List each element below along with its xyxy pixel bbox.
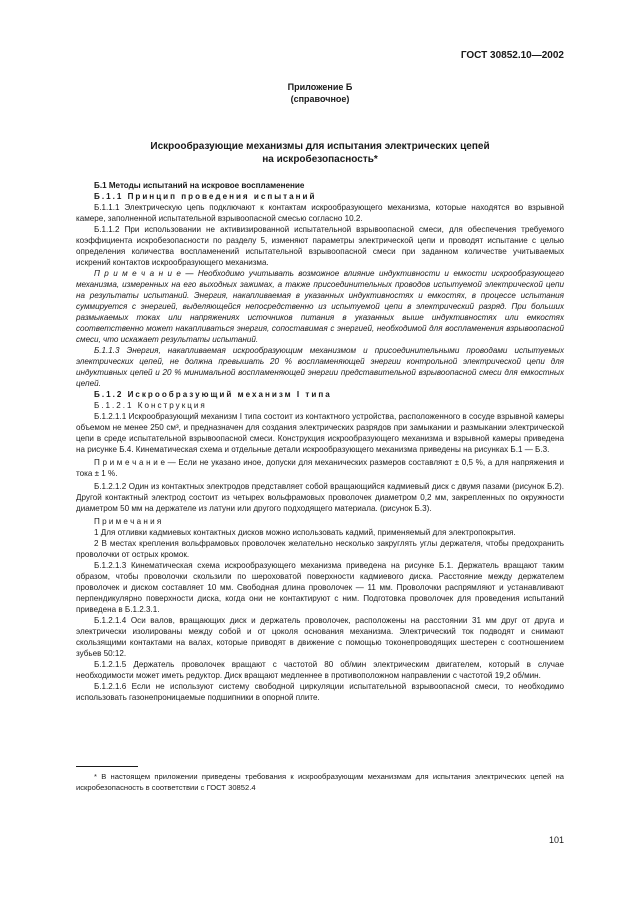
paragraph: Б.1.2.1.2 Один из контактных электродов представляет собой вращающийся кадмиевый диск с двумя пазами (рисунок Б.2). Другой контактный электрод состоит из четырех вольфрамовых проволочек диаметром 0,2 мм, закрепленных по окружности диаметром 50 мм на держателе из латуни или другого подходящего материала. (рисунок Б.3). [76,482,564,513]
subsection-heading: Б.1.2.1 Конструкция [94,401,207,410]
paragraph: Б.1.2.1.4 Оси валов, вращающих диск и держатель проволочек, расположены на расстоянии 31 мм друг от друга и электрически изолированы между собой и от цоколя основания механизма. Электрический ток подводят и снимают скользящими контактами на валах, которые приводят в движение с помощью токонепроводящих шестерен с соотношением зубьев 50:12. [76,616,564,658]
note-item: 1 Для отливки кадмиевых контактных дисков можно использовать кадмий, применяемый для электропокрытия. [94,528,516,537]
paragraph: Б.1.1.3 Энергия, накапливаемая искрообразующим механизмом и присоединительными проводами испытуемых электрических цепей, не должна превышать 20 % воспламеняющей энергии контрольной электрической цепи для индуктивных цепей и 20 % минимальной воспламеняющей энергии представительной взрывоопасной смеси для емкостных цепей. [76,346,564,388]
document-title-line-2: на искробезопасность* [262,154,378,165]
page-number: 101 [548,835,564,845]
document-title [76,140,564,166]
subsection-heading: Б.1.1 Принцип проведения испытаний [94,192,317,201]
notes-heading: П р и м е ч а н и я [94,517,162,526]
document-body [76,180,564,703]
paragraph: Б.1.1.2 При использовании не активизированной испытательной взрывоопасной смеси, для обеспечения требуемого коэффициента искробезопасности по разделу 5, изменяют параметры электрической цепи и проводят испытание с целью определения количества воспламенений испытательной взрывоопасной смеси при заданном количестве учитываемых искрений контактов искрообразующего механизма. [76,225,564,267]
document-title-line-1: Искрообразующие механизмы для испытания электрических цепей [150,141,490,152]
note-item: 2 В местах крепления вольфрамовых проволочек желательно несколько закруглять углы держателя, чтобы предохранить проволочки от острых кромок. [76,539,564,559]
appendix-heading [76,81,564,105]
paragraph: Б.1.2.1.6 Если не используют систему свободной циркуляции испытательной взрывоопасной смеси, то необходимо использовать газонепроницаемые подшипники в опорной плите. [76,682,564,702]
paragraph: Б.1.2.1.5 Держатель проволочек вращают с частотой 80 об/мин электрическим двигателем, который в случае необходимости может иметь редуктор. Диск вращают медленнее в противоположном направлении с частотой 19,2 об/мин. [76,660,564,680]
appendix-title: Приложение Б [287,82,353,92]
standard-number: ГОСТ 30852.10—2002 [460,50,564,61]
appendix-subtitle: (справочное) [290,94,350,104]
section-heading: Б.1 Методы испытаний на искровое воспламенение [94,181,305,190]
footnote: * В настоящем приложении приведены требования к искрообразующим механизмам для испытания электрических цепей на искробезопасность в соответствии с ГОСТ 30852.4 [76,772,564,792]
note-paragraph: П р и м е ч а н и е — Если не указано иное, допуски для механических размеров составляют ± 0,5 %, а для напряжения и тока ± 1 %. [76,458,564,478]
note-paragraph: П р и м е ч а н и е — Необходимо учитывать возможное влияние индуктивности и емкости искрообразующего механизма, измеренных на его выходных зажимах, а также присоединительных проводов испытуемой электрической цепи на результаты испытаний. Энергия, накапливаемая в указанных индуктивностях и емкостях, в процессе испытания суммируется с энергией, выделяющейся непосредственно из испытуемой цепи в электрический разряд. При больших размыкаемых токах или напряжениях источников питания в указанных выше индуктивностях или емкостях соответственно может накапливаться энергия, сопоставимая с энергией, необходимой для воспламенения взрывоопасной смеси, что искажает результаты испытаний. [76,269,564,344]
paragraph: Б.1.1.1 Электрическую цепь подключают к контактам искрообразующего механизма, которые находятся во взрывной камере, заполненной испытательной взрывоопасной смесью согласно 10.2. [76,203,564,223]
footnote-divider [76,766,138,767]
paragraph: Б.1.2.1.1 Искрообразующий механизм I типа состоит из контактного устройства, расположенного в сосуде взрывной камеры объемом не менее 250 см³, и предназначен для создания электрических разрядов при замыкании и размыкании электрической цепи в среде испытательной взрывоопасной смеси. Конструкция искрообразующего механизма и взрывной камеры приведена на рисунке Б.4. Кинематическая схема и отдельные детали искрообразующего механизма приведены на рисунках Б.1 — Б.3. [76,412,564,454]
subsection-heading: Б.1.2 Искрообразующий механизм I типа [94,390,332,399]
paragraph: Б.1.2.1.3 Кинематическая схема искрообразующего механизма приведена на рисунке Б.1. Держатель вращают таким образом, чтобы проволочки скользили по шероховатой поверхности кадмиевого диска. Расстояние между держателем проволочек и диском составляет 10 мм. Свободная длина проволочек — 11 мм. Проволочки распрямляют и устанавливают перпендикулярно поверхности диска, когда они не контактируют с ним. Подготовка проволочек для проведения испытаний приведена в Б.1.2.3.1. [76,561,564,614]
